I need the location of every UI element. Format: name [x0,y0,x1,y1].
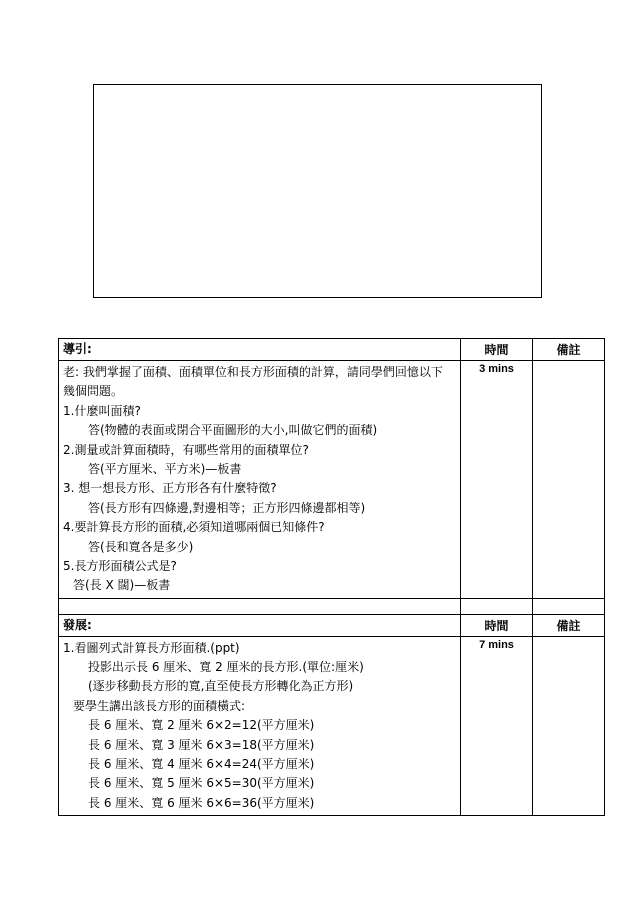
section1-line: 答(長方形有四條邊,對邊相等；正方形四條邊都相等) [88,500,366,515]
section1-line: 老: 我們掌握了面積、面積單位和長方形面積的計算，請同學們回憶以下 [63,365,443,379]
section2-line: 長 6 厘米、寬 2 厘米 6×2=12(平方厘米) [88,718,315,733]
section1-time: 3 mins [461,361,533,599]
section1-line: 答(長和寬各是多少) [88,539,194,554]
section2-notes-header: 備註 [533,614,605,636]
section1-line: 答(物體的表面或閉合平面圖形的大小,叫做它們的面積) [88,423,378,438]
section1-line: 4.要計算長方形的面積,必須知道哪兩個已知條件? [63,520,325,535]
section1-line: 3. 想一想長方形、正方形各有什麼特徵? [63,481,277,496]
section2-time: 7 mins [461,636,533,816]
section1-notes-header: 備註 [533,339,605,361]
section2-line: 長 6 厘米、寬 4 厘米 6×4=24(平方厘米) [88,757,315,772]
section2-line: 要學生講出該長方形的面積橫式: [73,698,246,713]
section1-line: 1.什麼叫面積? [63,403,141,418]
section2-content [59,636,461,816]
section1-line: 幾個問題。 [63,384,124,399]
section1-notes [533,361,605,599]
section1-line: 答(平方厘米、平方米)—板書 [88,461,242,476]
section2-time-header: 時間 [461,614,533,636]
section1-spacer-row [59,598,605,614]
section2-line: 1.看圖列式計算長方形面積.(ppt) [63,640,240,655]
section2-line: 長 6 厘米、寬 6 厘米 6×6=36(平方厘米) [88,795,315,810]
section2-line: (逐步移動長方形的寬,直至使長方形轉化為正方形) [88,679,354,694]
section1-body-row [59,361,605,599]
section2-line: 長 6 厘米、寬 3 厘米 6×3=18(平方厘米) [88,737,315,752]
section1-line: 答(長 X 闊)—板書 [73,578,171,593]
section2-body-row [59,636,605,816]
lesson-plan-table [58,338,605,816]
section2-title: 發展: [59,614,461,636]
section1-time-header: 時間 [461,339,533,361]
section1-line: 2.測量或計算面積時，有哪些常用的面積單位? [63,442,309,457]
section1-content [59,361,461,599]
section2-line: 投影出示長 6 厘米、寬 2 厘米的長方形.(單位:厘米) [88,660,364,675]
section2-header-row [59,614,605,636]
section1-line: 5.長方形面積公式是? [63,558,177,573]
section1-header-row [59,339,605,361]
image-placeholder-frame [93,84,542,298]
section1-title: 導引: [59,339,461,361]
section2-notes [533,636,605,816]
section2-line: 長 6 厘米、寬 5 厘米 6×5=30(平方厘米) [88,776,315,791]
